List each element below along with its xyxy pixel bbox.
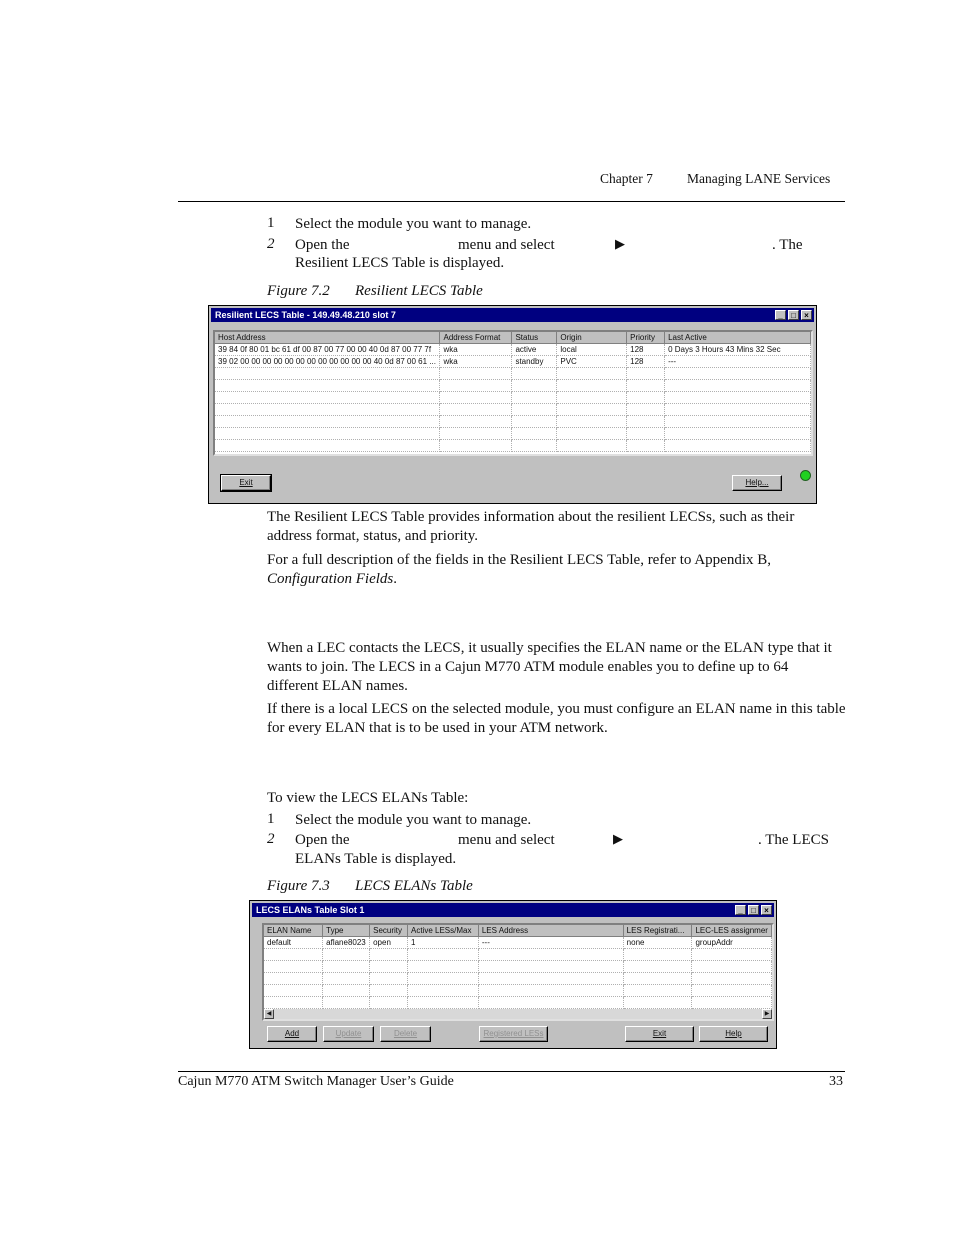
window-titlebar <box>252 903 774 917</box>
table-cell: aflane8023 <box>323 937 370 949</box>
step-text-open: Open the <box>295 237 350 253</box>
table-cell <box>215 428 440 440</box>
table-cell <box>665 428 811 440</box>
step-text-open: Open the <box>295 832 350 848</box>
empty-row[interactable] <box>215 440 811 452</box>
chapter-label: Chapter 7 <box>600 171 653 186</box>
table-cell <box>623 949 692 961</box>
column-header[interactable]: LEC-LES assignmer <box>692 925 772 937</box>
table-cell <box>557 416 627 428</box>
table-cell: 128 <box>627 344 665 356</box>
column-header[interactable]: Status <box>512 332 557 344</box>
table-cell <box>512 392 557 404</box>
table-cell <box>557 440 627 452</box>
window-title: LECS ELANs Table Slot 1 <box>256 905 365 915</box>
column-header[interactable]: Address Format <box>440 332 512 344</box>
column-header[interactable]: Origin <box>557 332 627 344</box>
footer-title: Cajun M770 ATM Switch Manager User’s Guide <box>178 1074 454 1089</box>
table-cell: open <box>370 937 408 949</box>
minimize-icon[interactable]: _ <box>775 310 786 320</box>
column-header[interactable]: LES Registrati... <box>623 925 692 937</box>
help-button[interactable]: Help... <box>732 475 782 491</box>
figure-title: LECS ELANs Table <box>355 878 473 894</box>
table-cell <box>440 404 512 416</box>
table-cell <box>557 428 627 440</box>
table-cell <box>370 949 408 961</box>
help-button[interactable]: Help <box>699 1026 768 1042</box>
table-cell: active <box>512 344 557 356</box>
table-cell <box>215 416 440 428</box>
header-rule <box>178 201 845 202</box>
step-text-cont: Resilient LECS Table is displayed. <box>295 255 505 271</box>
lecs-table[interactable] <box>213 330 813 456</box>
empty-row[interactable] <box>215 392 811 404</box>
table-row[interactable] <box>215 344 811 356</box>
table-cell <box>557 392 627 404</box>
table-cell <box>370 997 408 1009</box>
table-cell <box>557 404 627 416</box>
column-header[interactable]: Priority <box>627 332 665 344</box>
xref-link: Configuration Fields <box>267 571 394 587</box>
table-cell <box>665 440 811 452</box>
table-cell <box>440 440 512 452</box>
table-cell <box>323 985 370 997</box>
step-text-middle: menu and select <box>458 832 555 848</box>
empty-row[interactable] <box>264 961 772 973</box>
table-cell <box>215 368 440 380</box>
figure-label: Figure 7.3 <box>267 878 330 894</box>
table-cell: --- <box>665 356 811 368</box>
column-header[interactable]: LES Address <box>478 925 623 937</box>
table-cell <box>408 961 479 973</box>
table-cell <box>623 997 692 1009</box>
step-number: 1 <box>267 215 275 231</box>
table-cell <box>512 368 557 380</box>
table-cell <box>264 973 323 985</box>
table-cell <box>408 985 479 997</box>
table-row[interactable] <box>215 356 811 368</box>
window-titlebar <box>211 308 814 322</box>
table-cell <box>215 380 440 392</box>
window-title: Resilient LECS Table - 149.49.48.210 slot 7 <box>215 310 396 320</box>
minimize-icon[interactable]: _ <box>735 905 746 915</box>
table-cell <box>323 949 370 961</box>
column-header[interactable]: ELAN Name <box>264 925 323 937</box>
table-cell <box>264 997 323 1009</box>
column-header[interactable]: Type <box>323 925 370 937</box>
table-cell <box>512 440 557 452</box>
table-cell <box>478 973 623 985</box>
table-cell <box>512 428 557 440</box>
empty-row[interactable] <box>264 985 772 997</box>
table-cell <box>370 961 408 973</box>
table-cell <box>627 440 665 452</box>
update-button[interactable]: Update <box>323 1026 374 1042</box>
table-cell: --- <box>478 937 623 949</box>
table-cell <box>264 961 323 973</box>
table-cell: 0 Days 3 Hours 43 Mins 32 Sec <box>665 344 811 356</box>
table-cell: standby <box>512 356 557 368</box>
table-cell <box>627 392 665 404</box>
table-cell <box>627 380 665 392</box>
figure-title: Resilient LECS Table <box>355 283 483 299</box>
table-cell <box>440 392 512 404</box>
table-cell <box>623 973 692 985</box>
maximize-icon[interactable]: □ <box>748 905 759 915</box>
table-cell <box>264 949 323 961</box>
step-number: 2 <box>267 831 275 847</box>
table-cell <box>215 404 440 416</box>
submenu-arrow-icon: ▶ <box>615 237 625 252</box>
empty-row[interactable] <box>215 368 811 380</box>
step-text-end: . The <box>772 237 803 253</box>
scroll-right-icon[interactable]: ▶ <box>762 1009 772 1019</box>
table-cell: default <box>264 937 323 949</box>
table-cell <box>440 368 512 380</box>
table-cell <box>512 416 557 428</box>
elans-table[interactable] <box>262 923 774 1021</box>
paragraph: For a full description of the fields in the Resilient LECS Table, refer to Appendix B, Configuration Fields. <box>267 552 771 587</box>
registered-less-button[interactable]: Registered LESs <box>479 1026 548 1042</box>
table-row[interactable] <box>264 937 772 949</box>
figure-label: Figure 7.2 <box>267 283 330 299</box>
table-cell <box>323 973 370 985</box>
step-text: Select the module you want to manage. <box>295 216 532 232</box>
close-icon[interactable]: × <box>761 905 772 915</box>
table-cell: wka <box>440 356 512 368</box>
delete-button[interactable]: Delete <box>380 1026 431 1042</box>
table-cell <box>440 380 512 392</box>
table-cell <box>323 961 370 973</box>
table-cell <box>665 404 811 416</box>
table-cell <box>323 997 370 1009</box>
empty-row[interactable] <box>215 416 811 428</box>
section-label: Managing LANE Services <box>687 171 831 186</box>
status-led-icon <box>800 470 811 481</box>
paragraph: To view the LECS ELANs Table: <box>267 790 469 806</box>
step-number: 1 <box>267 811 275 827</box>
table-cell <box>692 973 772 985</box>
empty-row[interactable] <box>264 949 772 961</box>
column-header[interactable]: Security <box>370 925 408 937</box>
empty-row[interactable] <box>215 404 811 416</box>
table-cell <box>512 404 557 416</box>
page-number: 33 <box>829 1074 843 1089</box>
table-cell <box>665 368 811 380</box>
table-cell <box>692 985 772 997</box>
table-cell: 128 <box>627 356 665 368</box>
table-cell <box>557 368 627 380</box>
table-cell <box>557 380 627 392</box>
table-cell <box>692 949 772 961</box>
scroll-left-icon[interactable]: ◀ <box>264 1009 274 1019</box>
table-cell <box>623 961 692 973</box>
table-cell <box>692 997 772 1009</box>
exit-button[interactable]: Exit <box>221 475 271 491</box>
table-cell <box>408 949 479 961</box>
table-cell <box>408 997 479 1009</box>
paragraph: When a LEC contacts the LECS, it usually specifies the ELAN name or the ELAN type that it wants to join. The LECS in a Cajun M770 ATM module enables you to define up to 64 different ELAN names. <box>267 640 832 694</box>
table-cell <box>665 380 811 392</box>
table-cell <box>627 416 665 428</box>
table-cell: 39 84 0f 80 01 bc 61 df 00 87 00 77 00 00 40 0d 87 00 77 7f <box>215 344 440 356</box>
step-text: Select the module you want to manage. <box>295 812 532 828</box>
step-number: 2 <box>267 236 275 252</box>
resilient-lecs-window <box>208 305 817 504</box>
maximize-icon[interactable]: □ <box>788 310 799 320</box>
table-cell: none <box>623 937 692 949</box>
footer-rule <box>178 1071 845 1072</box>
exit-button[interactable]: Exit <box>625 1026 694 1042</box>
table-cell: 39 02 00 00 00 00 00 00 00 00 00 00 00 00 40 0d 87 00 61 ... <box>215 356 440 368</box>
step-text-middle: menu and select <box>458 237 555 253</box>
table-cell <box>215 440 440 452</box>
table-cell <box>440 416 512 428</box>
empty-row[interactable] <box>264 997 772 1009</box>
paragraph: The Resilient LECS Table provides information about the resilient LECSs, such as their address format, status, and priority. <box>267 509 795 544</box>
empty-row[interactable] <box>215 428 811 440</box>
empty-row[interactable] <box>215 380 811 392</box>
lecs-elans-window <box>249 900 777 1049</box>
table-cell <box>215 392 440 404</box>
table-cell: local <box>557 344 627 356</box>
table-cell <box>478 985 623 997</box>
table-cell <box>370 973 408 985</box>
table-cell <box>692 961 772 973</box>
table-cell: wka <box>440 344 512 356</box>
table-cell <box>478 949 623 961</box>
step-text-cont: ELANs Table is displayed. <box>295 851 457 867</box>
table-cell <box>408 973 479 985</box>
column-header[interactable]: Last Active <box>665 332 811 344</box>
column-header[interactable]: Host Address <box>215 332 440 344</box>
table-cell: PVC <box>557 356 627 368</box>
table-cell <box>478 997 623 1009</box>
table-cell <box>478 961 623 973</box>
horizontal-scrollbar[interactable] <box>264 1009 772 1019</box>
lecs-grid <box>215 332 811 452</box>
table-cell: 1 <box>408 937 479 949</box>
submenu-arrow-icon: ▶ <box>613 832 623 847</box>
table-cell <box>440 428 512 440</box>
empty-row[interactable] <box>264 973 772 985</box>
table-cell <box>264 985 323 997</box>
table-cell <box>665 392 811 404</box>
paragraph: If there is a local LECS on the selected module, you must configure an ELAN name in this table for every ELAN that is to be used in your ATM network. <box>267 701 846 736</box>
table-cell <box>623 985 692 997</box>
table-cell <box>665 416 811 428</box>
step-text-end: . The LECS <box>758 832 829 848</box>
table-cell <box>627 428 665 440</box>
table-cell <box>627 368 665 380</box>
table-cell <box>627 404 665 416</box>
add-button[interactable]: Add <box>267 1026 317 1042</box>
table-cell <box>370 985 408 997</box>
table-cell: groupAddr <box>692 937 772 949</box>
elans-grid <box>264 925 772 1009</box>
table-cell <box>512 380 557 392</box>
column-header[interactable]: Active LESs/Max <box>408 925 479 937</box>
close-icon[interactable]: × <box>801 310 812 320</box>
